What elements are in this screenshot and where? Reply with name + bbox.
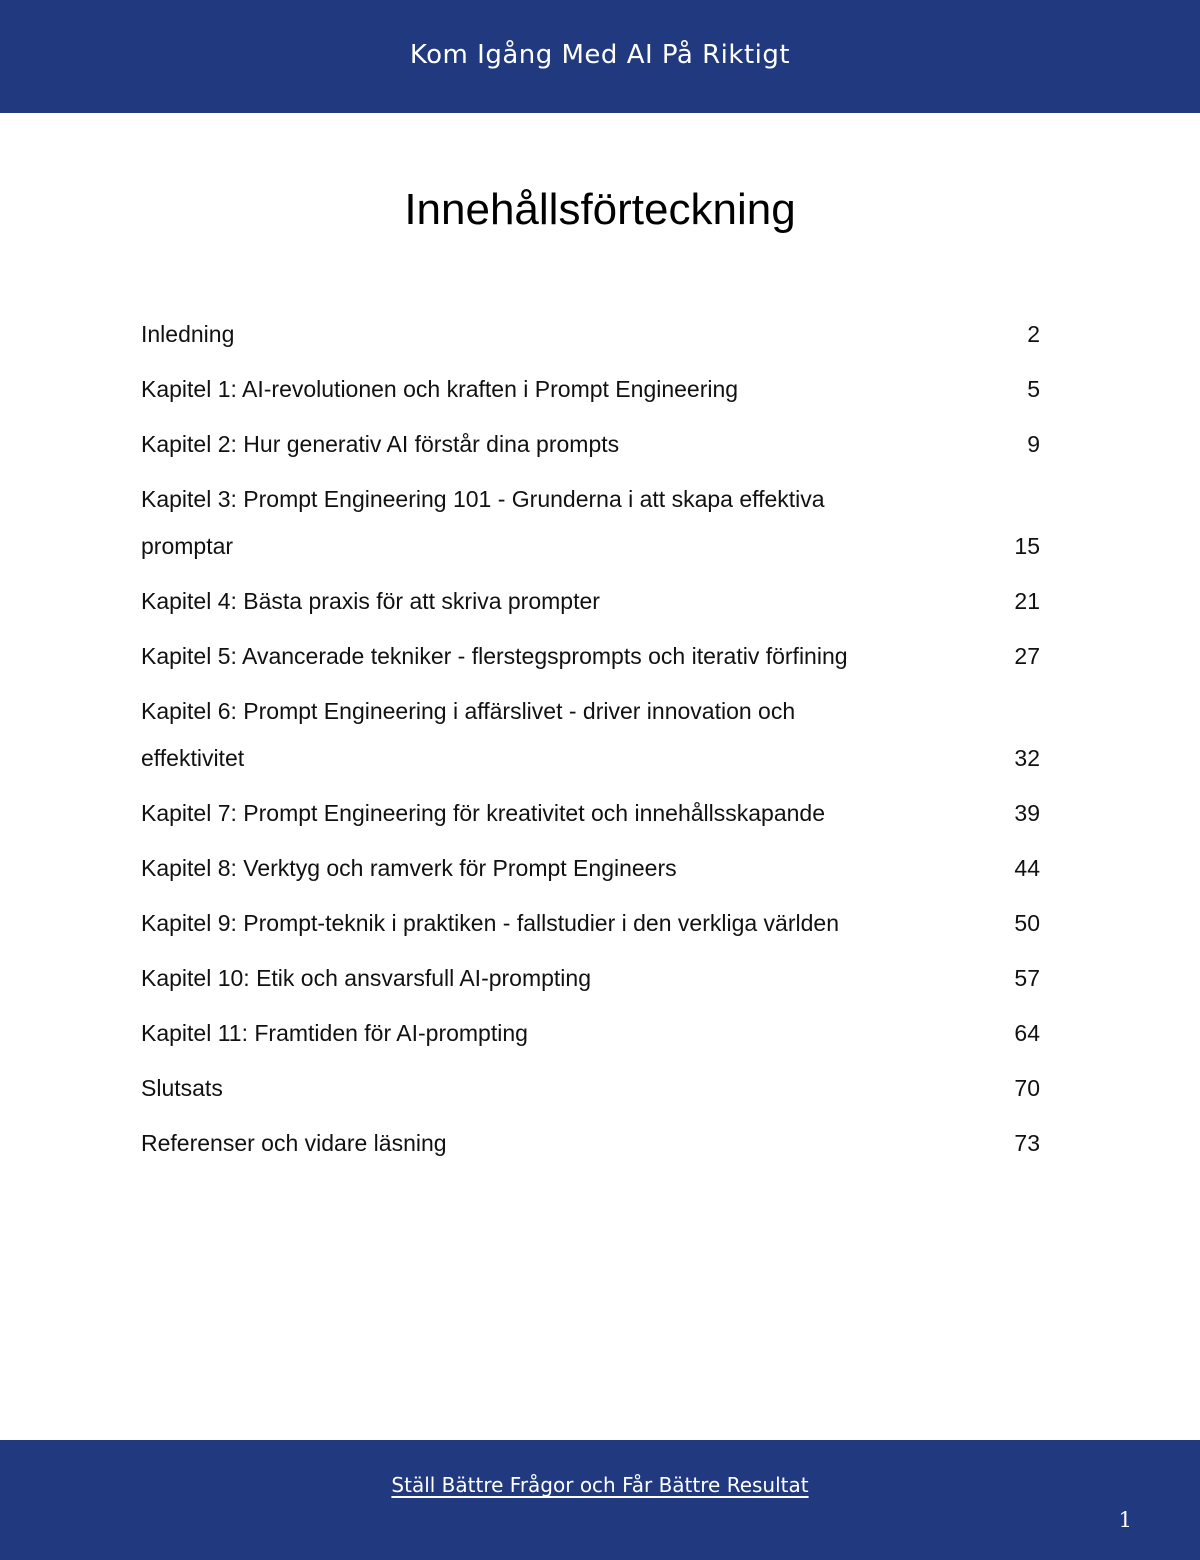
toc-entry[interactable] xyxy=(141,688,1040,782)
toc-entry-page: 27 xyxy=(1014,643,1040,669)
page-title: Innehållsförteckning xyxy=(404,185,796,234)
table-of-contents xyxy=(141,311,1040,1175)
toc-entry-page: 64 xyxy=(1014,1020,1040,1046)
header-title: Kom Igång Med AI På Riktigt xyxy=(409,39,791,70)
toc-entry[interactable] xyxy=(141,1065,1040,1112)
toc-entry-label: Referenser och vidare läsning xyxy=(141,1130,447,1156)
toc-entry[interactable] xyxy=(141,421,1040,468)
toc-entry-label: Kapitel 4: Bästa praxis för att skriva prompter xyxy=(141,588,600,614)
toc-entry[interactable] xyxy=(141,476,1040,570)
toc-entry-label: Slutsats xyxy=(141,1075,223,1101)
toc-entry-page: 50 xyxy=(1014,910,1040,936)
toc-entry-label: Kapitel 1: AI-revolutionen och kraften i Prompt Engineering xyxy=(141,376,739,402)
toc-entry[interactable] xyxy=(141,578,1040,625)
toc-entry[interactable] xyxy=(141,633,1040,680)
toc-entry-label: Kapitel 2: Hur generativ AI förstår dina prompts xyxy=(141,431,620,457)
toc-entry-page: 39 xyxy=(1014,800,1040,826)
toc-entry-page: 21 xyxy=(1014,588,1040,614)
toc-entry[interactable] xyxy=(141,955,1040,1002)
toc-entry-label: Kapitel 8: Verktyg och ramverk för Prompt Engineers xyxy=(141,855,677,881)
footer-link[interactable]: Ställ Bättre Frågor och Får Bättre Resultat xyxy=(391,1473,809,1497)
toc-entry-page: 73 xyxy=(1014,1130,1040,1156)
toc-entry-page: 57 xyxy=(1014,965,1040,991)
toc-entry-page: 5 xyxy=(1027,376,1040,402)
toc-entry-label: Kapitel 5: Avancerade tekniker - flerstegsprompts och iterativ förfining xyxy=(141,643,848,669)
toc-entry-label: Inledning xyxy=(141,321,235,347)
toc-entry-label: Kapitel 6: Prompt Engineering i affärslivet - driver innovation och effektivitet xyxy=(141,698,796,771)
toc-entry[interactable] xyxy=(141,1010,1040,1057)
toc-entry-page: 15 xyxy=(1014,533,1040,559)
toc-entry[interactable] xyxy=(141,790,1040,837)
toc-entry-page: 32 xyxy=(1014,745,1040,771)
toc-entry[interactable] xyxy=(141,1120,1040,1167)
toc-entry[interactable] xyxy=(141,900,1040,947)
page-header xyxy=(0,0,1200,113)
page-number: 1 xyxy=(1118,1508,1132,1532)
toc-entry[interactable] xyxy=(141,366,1040,413)
toc-entry-page: 2 xyxy=(1027,321,1040,347)
toc-entry-page: 9 xyxy=(1027,431,1040,457)
toc-entry-label: Kapitel 7: Prompt Engineering för kreativitet och innehållsskapande xyxy=(141,800,826,826)
toc-entry[interactable] xyxy=(141,311,1040,358)
toc-entry-label: Kapitel 3: Prompt Engineering 101 - Grunderna i att skapa effektiva promptar xyxy=(141,486,825,559)
toc-entry-page: 44 xyxy=(1014,855,1040,881)
toc-entry-page: 70 xyxy=(1014,1075,1040,1101)
toc-entry[interactable] xyxy=(141,845,1040,892)
toc-entry-label: Kapitel 9: Prompt-teknik i praktiken - fallstudier i den verkliga världen xyxy=(141,910,839,936)
page-footer xyxy=(0,1440,1200,1560)
toc-entry-label: Kapitel 10: Etik och ansvarsfull AI-prompting xyxy=(141,965,592,991)
toc-entry-label: Kapitel 11: Framtiden för AI-prompting xyxy=(141,1020,528,1046)
